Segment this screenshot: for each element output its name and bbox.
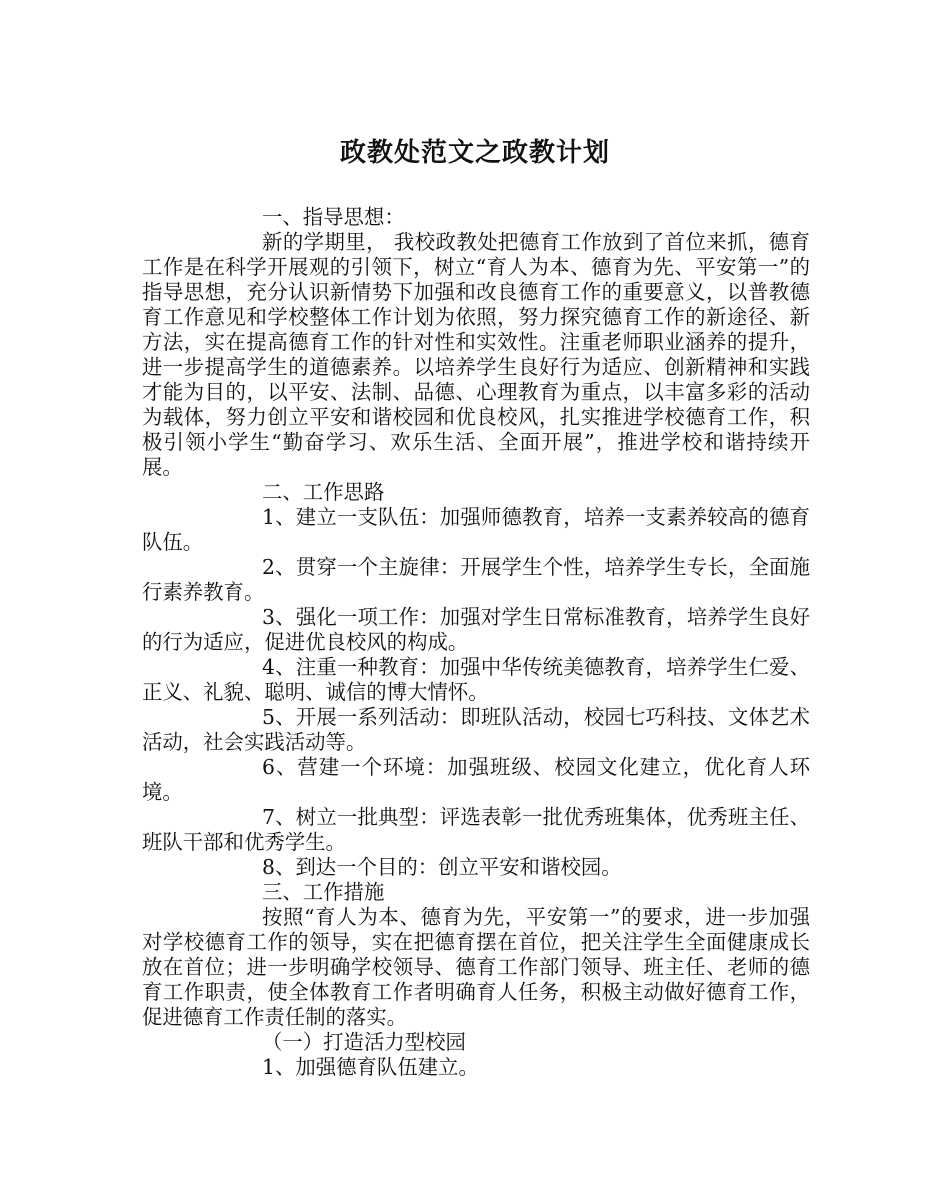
- document-body: [142, 205, 810, 1080]
- list-item: 5、开展一系列活动：即班队活动，校园七巧科技、文体艺术活动，社会实践活动等。: [142, 705, 810, 754]
- list-item: 2、贯穿一个主旋律：开展学生个性，培养学生专长，全面施行素养教育。: [142, 555, 810, 604]
- list-item: 7、树立一批典型：评选表彰一批优秀班集体，优秀班主任、班队干部和优秀学生。: [142, 805, 810, 854]
- section-heading: 一、指导思想：: [262, 205, 405, 229]
- list-item: 8、到达一个目的：创立平安和谐校园。: [262, 855, 622, 879]
- section-heading: 三、工作措施: [262, 880, 385, 904]
- subsection-heading: （一）打造活力型校园: [262, 1030, 466, 1054]
- list-item: 4、注重一种教育：加强中华传统美德教育，培养学生仁爱、正义、礼貌、聪明、诚信的博大情怀。: [142, 655, 810, 704]
- body-paragraph: 按照“育人为本、德育为先，平安第一”的要求，进一步加强对学校德育工作的领导，实在把德育摆在首位，把关注学生全面健康成长放在首位；进一步明确学校领导、德育工作部门领导、班主任、老师的德育工作职责，使全体教育工作者明确育人任务，积极主动做好德育工作，促进德育工作责任制的落实。: [142, 905, 810, 1029]
- list-item: 6、营建一个环境：加强班级、校园文化建立，优化育人环境。: [142, 755, 810, 804]
- list-item: 3、强化一项工作：加强对学生日常标准教育，培养学生良好的行为适应，促进优良校风的构成。: [142, 605, 810, 654]
- document-title: 政教处范文之政教计划: [339, 138, 610, 168]
- list-item: 1、加强德育队伍建立。: [262, 1055, 479, 1079]
- body-paragraph: 新的学期里， 我校政教处把德育工作放到了首位来抓，德育工作是在科学开展观的引领下，树立“育人为本、德育为先、平安第一”的指导思想，充分认识新情势下加强和改良德育工作的重要意义，以普教德育工作意见和学校整体工作计划为依照，努力探究德育工作的新途径、新方法，实在提高德育工作的针对性和实效性。注重老师职业涵养的提升，进一步提高学生的道德素养。以培养学生良好行为适应、创新精神和实践才能为目的，以平安、法制、品德、心理教育为重点，以丰富多彩的活动为载体，努力创立平安和谐校园和优良校风，扎实推进学校德育工作，积极引领小学生“勤奋学习、欢乐生活、全面开展”，推进学校和谐持续开展。: [142, 230, 810, 479]
- section-heading: 二、工作思路: [262, 480, 385, 504]
- list-item: 1、建立一支队伍：加强师德教育，培养一支素养较高的德育队伍。: [142, 505, 810, 554]
